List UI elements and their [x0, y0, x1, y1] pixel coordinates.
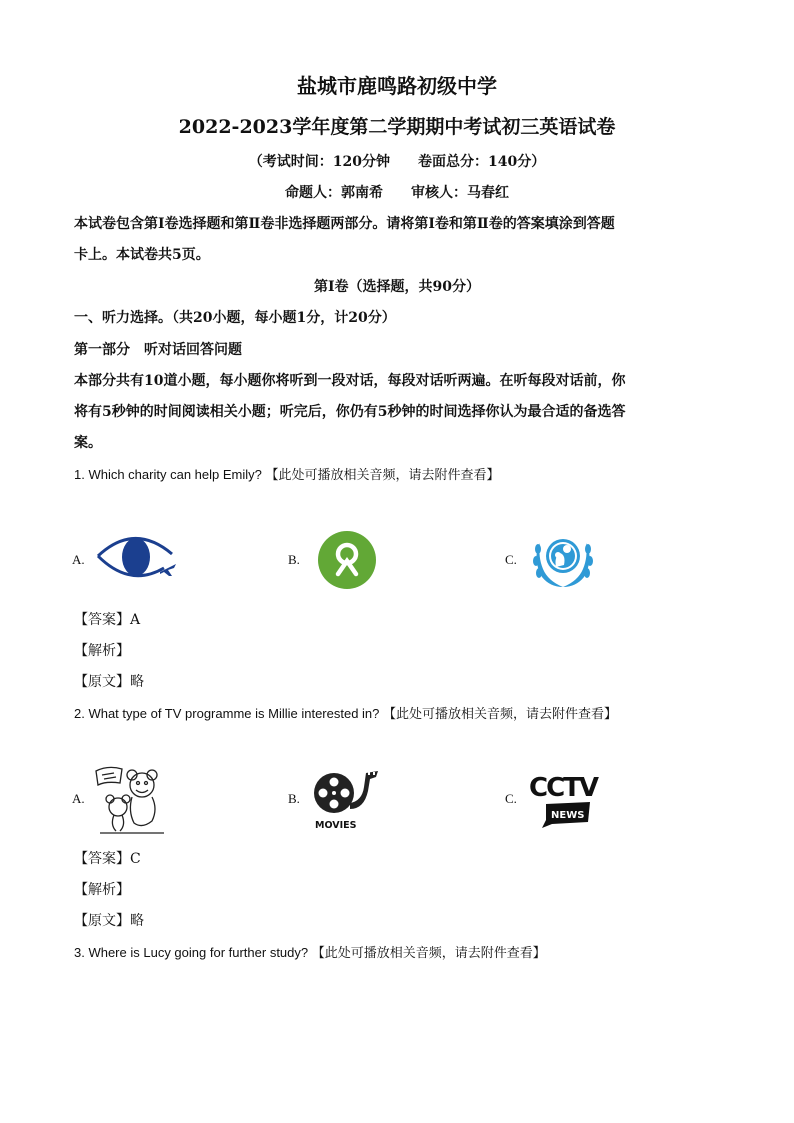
subsection1-desc-line-3: 案。 [74, 435, 102, 451]
question-2-option-c-label[interactable]: C. [505, 791, 517, 806]
eye-charity-logo[interactable] [94, 528, 178, 586]
question-2-analysis: 【解析】 [74, 882, 130, 898]
question-3-audio-note[interactable]: 【此处可播放相关音频，请去附件查看】 [311, 946, 546, 961]
question-1-option-c-label[interactable]: C. [505, 552, 517, 567]
question-1-answer: 【答案】A [74, 612, 141, 628]
question-2-option-b-label[interactable]: B. [288, 791, 300, 806]
question-1-original: 【原文】略 [74, 674, 144, 690]
movies-caption: MOVIES [315, 820, 357, 831]
question-2-text: 2. What type of TV programme is Millie interested in? [74, 706, 380, 721]
subsection1-heading: 第一部分 听对话回答问题 [74, 342, 242, 358]
question-1-option-b-label[interactable]: B. [288, 552, 300, 567]
question-1-option-a-label[interactable]: A. [72, 552, 85, 567]
question-1 [74, 464, 500, 483]
intro-line-2: 卡上。本试卷共5页。 [74, 247, 210, 263]
question-2-option-a-label[interactable]: A. [72, 791, 85, 806]
part1-heading: 第Ⅰ卷（选择题，共90分） [313, 279, 481, 295]
question-1-analysis: 【解析】 [74, 643, 130, 659]
question-1-audio-note[interactable]: 【此处可播放相关音频，请去附件查看】 [265, 468, 500, 483]
question-3-text: 3. Where is Lucy going for further study? [74, 945, 309, 960]
cctv-news-logo[interactable] [528, 768, 602, 830]
exam-authors: 命题人：郭南希 审核人：马春红 [285, 185, 509, 201]
unicef-logo[interactable] [530, 529, 596, 591]
cctv-brand: CCTV [529, 773, 598, 803]
oxfam-logo[interactable] [317, 530, 377, 590]
school-name: 盐城市鹿鸣路初级中学 [297, 74, 497, 98]
exam-info: （考试时间：120分钟 卷面总分：140分） [248, 154, 546, 170]
question-2-audio-note[interactable]: 【此处可播放相关音频，请去附件查看】 [383, 707, 618, 722]
question-2-answer: 【答案】C [74, 851, 141, 867]
exam-title: 2022-2023学年度第二学期期中考试初三英语试卷 [178, 116, 616, 138]
question-1-text: 1. Which charity can help Emily? [74, 467, 262, 482]
intro-line-1: 本试卷包含第Ⅰ卷选择题和第Ⅱ卷非选择题两部分。请将第Ⅰ卷和第Ⅱ卷的答案填涂到答题 [74, 216, 615, 232]
question-2-original: 【原文】略 [74, 913, 144, 929]
subsection1-desc-line-2: 将有5秒钟的时间阅读相关小题；听完后，你仍有5秒钟的时间选择你认为最合适的备选答 [74, 404, 626, 420]
question-3 [74, 942, 546, 961]
section1-heading: 一、听力选择。（共20小题，每小题1分，计20分） [74, 310, 396, 326]
news-caption: NEWS [551, 810, 585, 821]
movies-logo[interactable] [310, 767, 382, 831]
cartoon-icon[interactable] [92, 763, 172, 838]
question-2 [74, 703, 617, 722]
subsection1-desc-line-1: 本部分共有10道小题，每小题你将听到一段对话，每段对话听两遍。在听每段对话前，你 [74, 373, 626, 389]
